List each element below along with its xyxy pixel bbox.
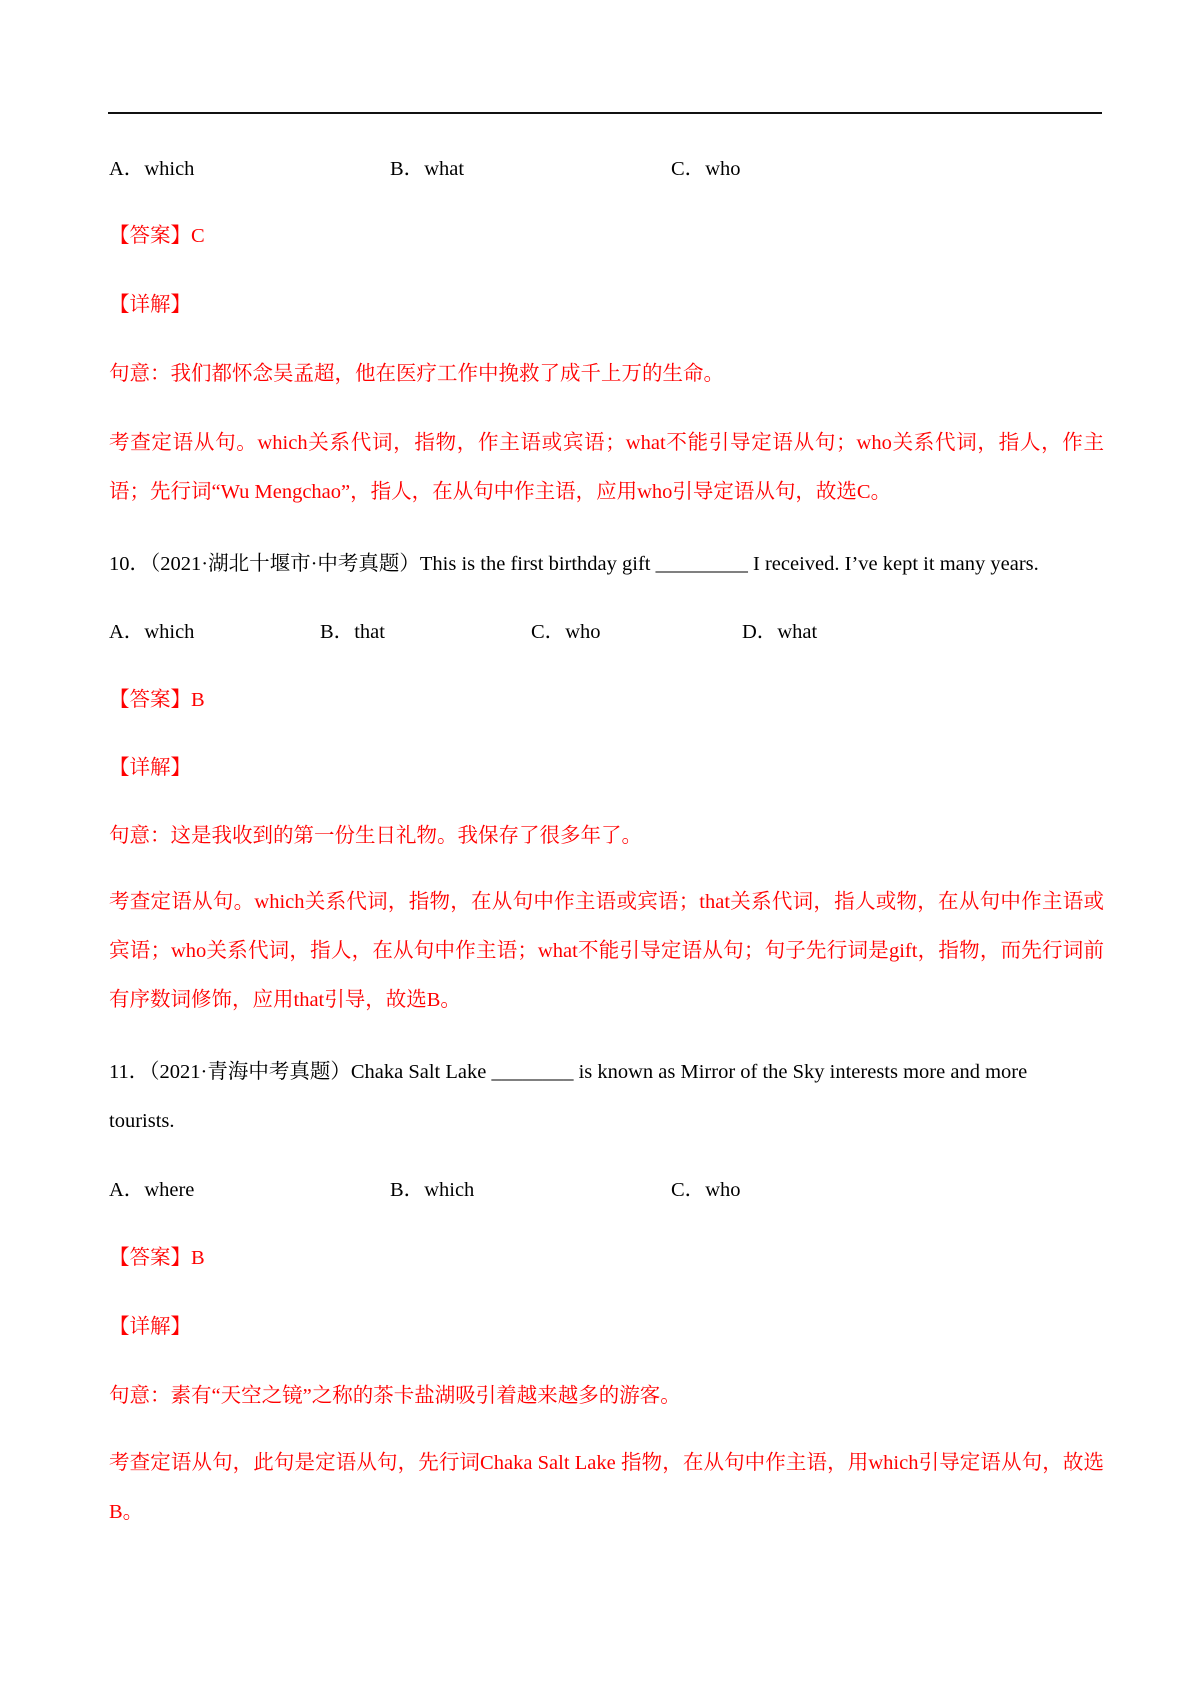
q10-meaning: 句意：这是我收到的第一份生日礼物。我保存了很多年了。	[109, 825, 642, 847]
q10-detail-heading: 【详解】	[109, 757, 191, 779]
q9-answer: 【答案】C	[109, 225, 205, 247]
q11-option-b: B．which	[390, 1179, 475, 1201]
q11-blank: ________	[491, 1061, 574, 1083]
q10-stem	[109, 550, 1104, 578]
q9-option-a: A．which	[109, 158, 195, 180]
q10-option-c: C．who	[531, 621, 601, 643]
q11-detail-heading: 【详解】	[109, 1316, 191, 1338]
q11-number: 11．	[109, 1061, 150, 1083]
q11-explanation: 考查定语从句，此句是定语从句，先行词Chaka Salt Lake 指物，在从句中作主语，用which引导定语从句，故选B。	[109, 1452, 1104, 1523]
q11-option-a: A．where	[109, 1179, 195, 1201]
q10-stem-after: I received. I’ve kept it many years.	[753, 553, 1039, 575]
q10-option-d: D．what	[742, 621, 818, 643]
q10-source: （2021·湖北十堰市·中考真题）	[150, 553, 420, 575]
q11-meaning: 句意：素有“天空之镜”之称的茶卡盐湖吸引着越来越多的游客。	[109, 1385, 681, 1407]
q10-answer: 【答案】B	[109, 689, 205, 711]
q10-blank: _________	[655, 553, 748, 575]
q11-source: （2021·青海中考真题）	[149, 1061, 351, 1083]
q11-option-c: C．who	[671, 1179, 741, 1201]
q11-stem-after: is known as Mirror of the Sky interests more and more	[578, 1061, 1028, 1083]
q9-option-b: B．what	[390, 158, 465, 180]
q10-explanation: 考查定语从句。which关系代词，指物，在从句中作主语或宾语；that关系代词，指人或物，在从句中作主语或宾语；who关系代词，指人，在从句中作主语；what不能引导定语从句；句子先行词是gift，指物，而先行词前有序数词修饰，应用that引导，故选B。	[109, 891, 1104, 1011]
q11-stem-before: Chaka Salt Lake	[350, 1061, 487, 1083]
q10-option-a: A．which	[109, 621, 195, 643]
q10-number: 10．	[109, 553, 150, 575]
q9-option-c: C．who	[671, 158, 741, 180]
q9-explanation: 考查定语从句。which关系代词，指物，作主语或宾语；what不能引导定语从句；who关系代词，指人，作主语；先行词“Wu Mengchao”，指人，在从句中作主语，应用who引导定语从句，故选C。	[109, 432, 1104, 503]
q11-stem-wrap: tourists.	[109, 1110, 175, 1132]
header-rule	[108, 112, 1102, 114]
q11-stem	[109, 1058, 1104, 1086]
q11-answer: 【答案】B	[109, 1247, 205, 1269]
q9-detail-heading: 【详解】	[109, 294, 191, 316]
q10-stem-before: This is the first birthday gift	[419, 553, 651, 575]
q9-meaning: 句意：我们都怀念吴孟超，他在医疗工作中挽救了成千上万的生命。	[109, 363, 724, 385]
q10-option-b: B．that	[320, 621, 385, 643]
